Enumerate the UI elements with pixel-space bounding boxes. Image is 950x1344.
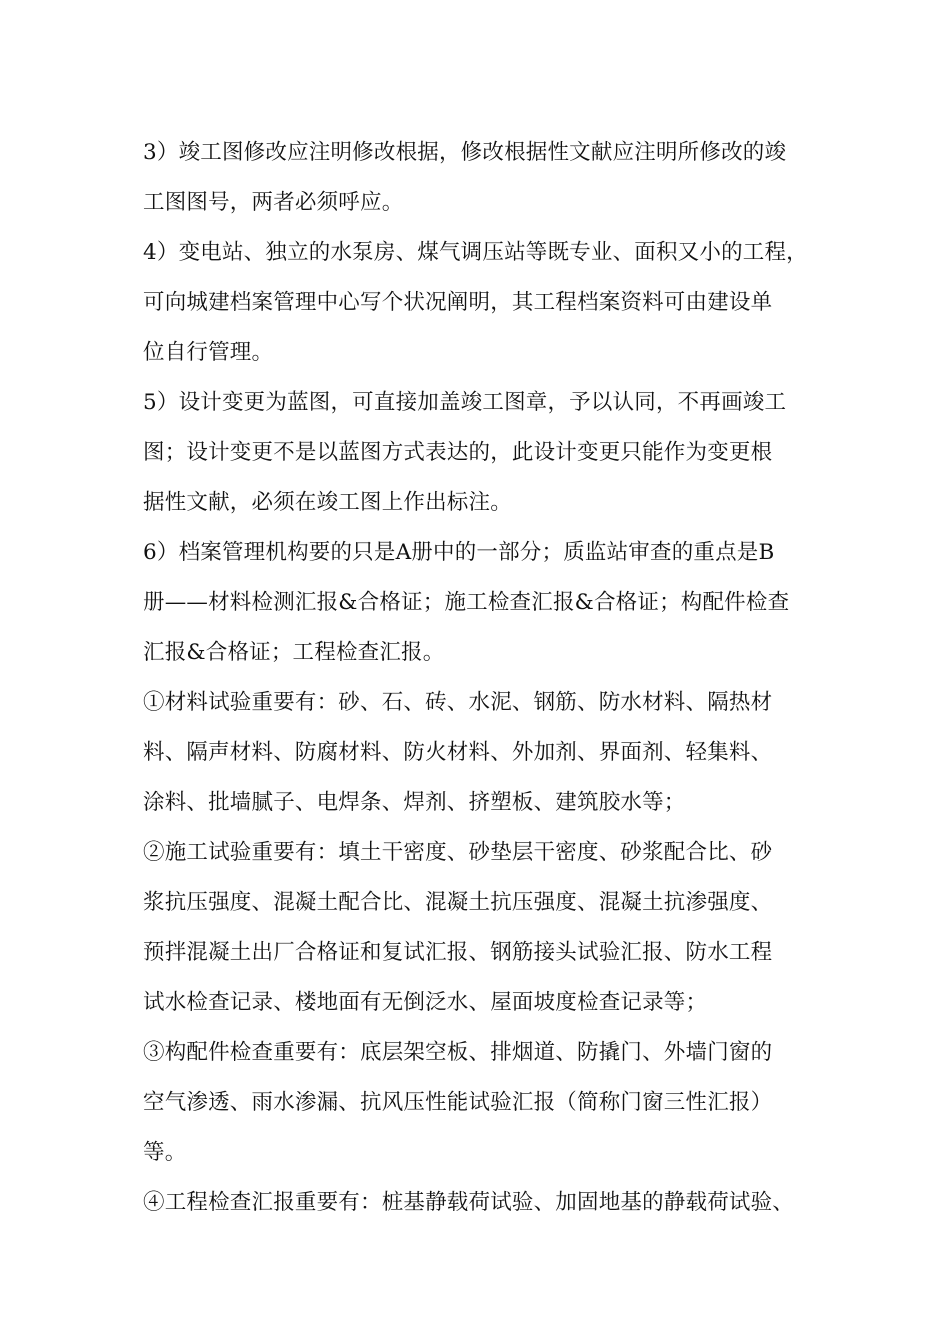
text-line: ①材料试验重要有：砂、石、砖、水泥、钢筋、防水材料、隔热材 [143, 690, 773, 715]
text-line: ②施工试验重要有：填土干密度、砂垫层干密度、砂浆配合比、砂 [143, 840, 773, 865]
document-body [143, 128, 833, 1228]
text-line: 图；设计变更不是以蓝图方式表达的，此设计变更只能作为变更根 [143, 440, 773, 465]
text-line: 料、隔声材料、防腐材料、防火材料、外加剂、界面剂、轻集料、 [143, 740, 773, 765]
text-line: 6）档案管理机构要的只是A册中的一部分；质监站审查的重点是B [143, 540, 775, 565]
text-line: 位自行管理。 [143, 340, 274, 365]
text-line: 预拌混凝土出厂合格证和复试汇报、钢筋接头试验汇报、防水工程 [143, 940, 773, 965]
text-line: 汇报&合格证；工程检查汇报。 [143, 640, 445, 665]
text-line: 浆抗压强度、混凝土配合比、混凝土抗压强度、混凝土抗渗强度、 [143, 890, 773, 915]
text-line: 空气渗透、雨水渗漏、抗风压性能试验汇报（简称门窗三性汇报） [143, 1090, 773, 1115]
text-line: 4）变电站、独立的水泵房、煤气调压站等既专业、面积又小的工程， [143, 240, 808, 265]
text-line: 可向城建档案管理中心写个状况阐明，其工程档案资料可由建设单 [143, 290, 773, 315]
text-line: ④工程检查汇报重要有：桩基静载荷试验、加固地基的静载荷试验、 [143, 1190, 795, 1215]
text-line: 册——材料检测汇报&合格证；施工检查汇报&合格证；构配件检查 [143, 590, 790, 615]
text-line: 等。 [143, 1140, 187, 1165]
text-line: 5）设计变更为蓝图，可直接加盖竣工图章，予以认同，不再画竣工 [143, 390, 787, 415]
text-line: 涂料、批墙腻子、电焊条、焊剂、挤塑板、建筑胶水等； [143, 790, 686, 815]
text-line: 据性文献，必须在竣工图上作出标注。 [143, 490, 512, 515]
text-line: ③构配件检查重要有：底层架空板、排烟道、防撬门、外墙门窗的 [143, 1040, 773, 1065]
text-line: 3）竣工图修改应注明修改根据，修改根据性文献应注明所修改的竣 [143, 140, 787, 165]
text-line: 试水检查记录、楼地面有无倒泛水、屋面坡度检查记录等； [143, 990, 708, 1015]
text-line: 工图图号，两者必须呼应。 [143, 190, 404, 215]
